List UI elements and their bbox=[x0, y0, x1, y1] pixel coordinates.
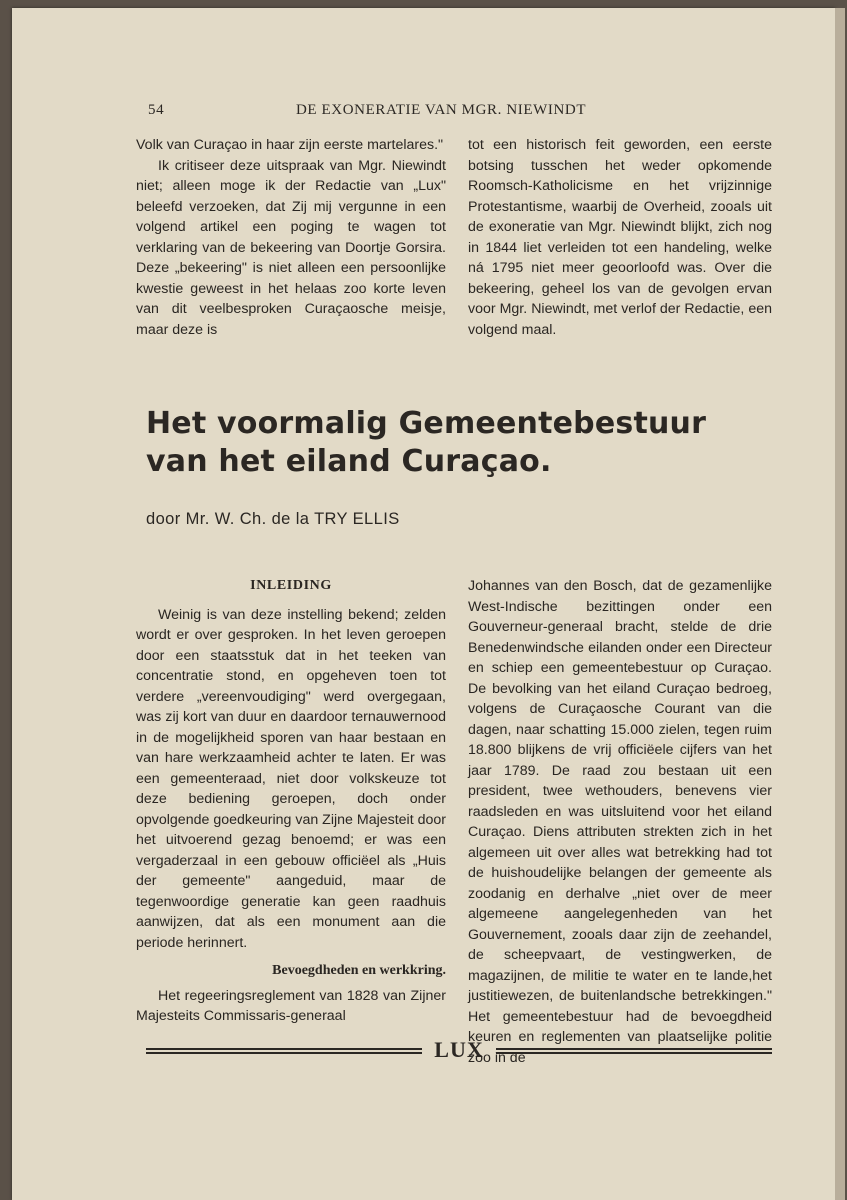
article-title bbox=[146, 405, 706, 481]
page-number: 54 bbox=[148, 102, 165, 118]
paragraph: tot een historisch feit geworden, een eerste botsing tusschen het weder opkomende Roomsch-Katholicisme en het vrijzinnige Protestantisme, waarbij de Overheid, zooals uit de exoneratie van Mgr. Niewindt blijkt, zich nog in 1844 liet verleiden tot een handeling, welke ná 1795 niet meer geoorloofd was. Over die bekeering, geheel los van de gevolgen ervan voor Mgr. Niewindt, met verlof der Redactie, een volgend maal. bbox=[468, 137, 772, 338]
paragraph: Johannes van den Bosch, dat de gezamenlijke West-Indische bezittingen onder een Gouverneur-generaal bracht, stelde de drie Benedenwindsche eilanden onder een Directeur en schiep een gemeentebestuur op Curaçao. De bevolking van het eiland Curaçao bedroeg, volgens de Curaçaosche Courant van die dagen, naar schatting 15.000 zielen, tegen ruim 18.800 blijkens de vrij officiëele cijfers van het jaar 1789. De raad zou bestaan uit een president, twee wethouders, benevens vier raadsleden en was uitsluitend voor het eiland Curaçao. Diens attributen strekten zich in het algemeen uit over alles wat betrekking had tot de huishoudelijke belangen der gemeente als zoodanig en derhalve „niet over de meer algemeene aangelegenheden van het Gouvernement, zooals daar zijn de zeehandel, de scheepvaart, de vestingwerken, de magazijnen, de militie te water en te lande,het justitiewezen, de buitenlandsche betrekkingen." Het gemeentebestuur had de bevoegdheid keuren en reglementen van plaatselijke politie zoo in de bbox=[468, 578, 772, 1066]
article-title-line-1: Het voormalig Gemeentebestuur bbox=[146, 406, 707, 441]
paragraph: Ik critiseer deze uitspraak van Mgr. Niewindt niet; alleen moge ik der Redactie van „Lux" beleefd verzoeken, dat Zij mij vergunne in een volgend artikel een poging te wagen tot verklaring van de bekeering van Doortje Gorsira. Deze „bekeering" is niet alleen een persoonlijke kwestie geweest in het helaas zoo korte leven van dit veelbesproken Curaçaosche meisje, maar deze is bbox=[136, 157, 446, 338]
footer-rule-right bbox=[496, 1048, 772, 1054]
article-title-line-2: van het eiland Curaçao. bbox=[146, 444, 552, 479]
lux-logo: LUX bbox=[434, 1037, 484, 1062]
article-right-column bbox=[468, 576, 772, 1068]
page-footer bbox=[146, 1037, 772, 1066]
paragraph: Volk van Curaçao in haar zijn eerste martelares." bbox=[136, 137, 444, 153]
article-left-column bbox=[136, 576, 446, 1027]
paragraph: Het regeeringsreglement van 1828 van Zijner Majesteits Commissaris-generaal bbox=[136, 987, 446, 1024]
paragraph: Weinig is van deze instelling bekend; zelden wordt er over gesproken. In het leven geroepen door een staatsstuk dat in het teeken van concentratie stond, en opgeheven toen tot verdere „vereenvoudiging" werd overgegaan, was zij kort van duur en daardoor ternauwernood in de mogelijkheid sporen van haar bestaan en van hare werkzaamheid achter te laten. Er was een gemeenteraad, niet door volkskeuze tot deze bediening geroepen, doch onder opvolgende goedkeuring van Zijne Majesteit door het uitvoerend gezag benoemd; er was een vergaderzaal in een gebouw officiëel als „Huis der gemeente" aangeduid, maar de tegenwoordige generatie kan geen raadhuis aanwijzen, dat als een monument aan die periode herinnert. bbox=[136, 606, 446, 951]
top-left-column bbox=[136, 135, 446, 340]
top-right-column bbox=[468, 135, 772, 340]
section-heading-bevoegdheden: Bevoegdheden en werkkring. bbox=[272, 963, 446, 978]
section-heading-inleiding: INLEIDING bbox=[250, 578, 332, 593]
running-title: DE EXONERATIE VAN MGR. NIEWINDT bbox=[296, 102, 587, 118]
article-byline: door Mr. W. Ch. de la TRY ELLIS bbox=[146, 510, 400, 528]
footer-rule-left bbox=[146, 1048, 422, 1054]
page-edge bbox=[835, 8, 845, 1200]
